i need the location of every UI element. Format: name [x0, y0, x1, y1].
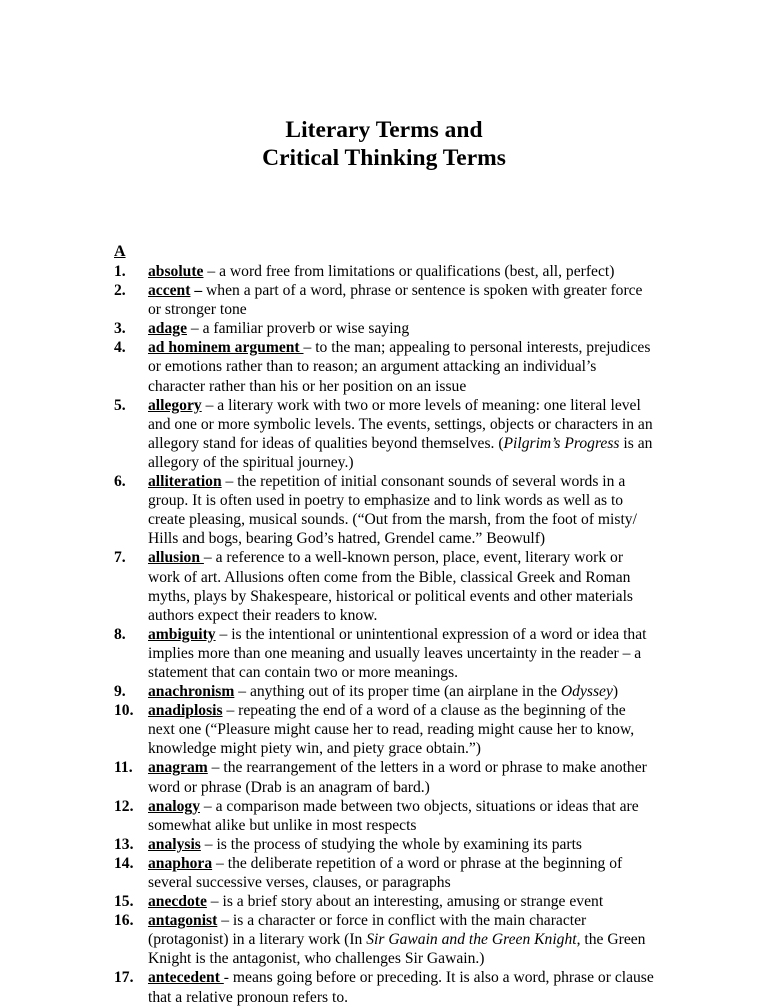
title-line-1: Literary Terms and — [285, 117, 483, 143]
term-name: absolute — [148, 263, 204, 280]
item-number: 9. — [114, 683, 126, 701]
term-definition-tail: is an allegory of the spiritual journey.) — [148, 434, 653, 471]
term-name: adage — [148, 320, 187, 338]
list-item — [114, 892, 654, 911]
term-definition: to the man; appealing to personal interests, prejudices or emotions rather than to reason; an argument attacking an individual’s character rather than his or her position on an issue — [148, 339, 651, 395]
term-separator: – — [200, 797, 216, 815]
list-item — [114, 281, 654, 319]
term-definition: is the process of studying the whole by examining its parts — [216, 835, 583, 853]
term-name: antagonist — [148, 912, 218, 930]
section-heading: A — [114, 243, 126, 260]
term-definition: is a brief story about an interesting, amusing or strange event — [222, 893, 604, 911]
page-title — [0, 116, 768, 172]
item-number: 17. — [114, 969, 134, 987]
item-number: 12. — [114, 797, 134, 815]
term-definition: repeating the end of a word of a clause as the beginning of the next one (“Pleasure might cause her to read, reading might cause her to know, knowledge might piety win, and piety grace obtain.”) — [148, 702, 635, 758]
list-item — [114, 835, 654, 854]
term-name: allusion — [148, 549, 204, 567]
term-separator: – — [206, 893, 223, 911]
term-name: ad hominem argument — [148, 339, 304, 357]
term-definition: means going before or preceding. It is also a word, phrase or clause that a relative pronoun refers to. — [148, 969, 654, 1006]
list-item — [114, 701, 654, 758]
item-number: 16. — [114, 912, 134, 930]
term-definition: is a character or force in conflict with the main character (protagonist) in a literary work (In — [148, 912, 587, 949]
item-number: 4. — [114, 339, 126, 357]
term-name: analogy — [148, 797, 200, 815]
term-separator: – — [200, 835, 217, 853]
item-number: 14. — [114, 854, 134, 872]
term-definition: when a part of a word, phrase or sentence is spoken with greater force or stronger tone — [148, 282, 643, 319]
list-item — [114, 854, 654, 892]
term-definition-tail: ) — [612, 683, 619, 701]
term-name: anagram — [148, 759, 208, 777]
term-separator: – — [186, 320, 203, 338]
list-item — [114, 396, 654, 472]
term-separator: – — [222, 702, 239, 720]
item-number: 15. — [114, 893, 134, 911]
item-number: 10. — [114, 702, 134, 720]
list-item — [114, 472, 654, 548]
list-item — [114, 548, 654, 624]
term-name: allegory — [148, 396, 202, 414]
term-definition: anything out of its proper time (an airplane in the — [249, 683, 561, 701]
item-number: 2. — [114, 282, 126, 300]
term-separator: – — [190, 282, 207, 300]
item-number: 3. — [114, 320, 126, 338]
item-number: 13. — [114, 835, 134, 853]
term-separator: – — [212, 854, 228, 872]
term-definition-title: Odyssey — [560, 683, 613, 701]
title-line-2: Critical Thinking Terms — [262, 145, 506, 171]
term-definition: the repetition of initial consonant sounds of several words in a group. It is often used in poetry to emphasize and to link words as well as to create pleasing, musical sounds. (“Out from the marsh, from the foot of misty/ Hills and bogs, bearing God’s hatred, Grendel came.” Beowulf) — [148, 473, 637, 548]
list-item — [114, 319, 654, 338]
list-item — [114, 625, 654, 682]
term-separator: – — [234, 683, 250, 701]
list-item — [114, 797, 654, 835]
term-separator: – — [203, 549, 216, 567]
term-definition-title: Pilgrim’s Progress — [503, 434, 620, 452]
item-number: 8. — [114, 625, 126, 643]
item-number: 7. — [114, 549, 126, 567]
term-definition: the deliberate repetition of a word or phrase at the beginning of several successive verses, clauses, or paragraphs — [148, 854, 623, 891]
term-separator: - — [223, 969, 233, 987]
list-item — [114, 682, 654, 701]
term-separator: – — [201, 396, 218, 414]
term-name: accent — [148, 282, 191, 300]
term-definition: is the intentional or unintentional expression of a word or idea that implies more than one meaning and usually leaves uncertainty in the reader – a statement that can contain two or more meanings. — [148, 625, 647, 681]
term-separator: – — [215, 625, 232, 643]
term-separator: – — [221, 473, 238, 491]
item-number: 6. — [114, 473, 126, 491]
term-name: anecdote — [148, 893, 207, 911]
term-definition: a familiar proverb or wise saying — [202, 320, 410, 338]
list-item — [114, 338, 654, 395]
term-name: alliteration — [148, 473, 222, 491]
term-separator: – — [217, 912, 233, 930]
term-name: analysis — [148, 835, 201, 853]
term-name: anachronism — [148, 683, 235, 701]
term-definition: a comparison made between two objects, situations or ideas that are somewhat alike but unlike in most respects — [148, 797, 639, 834]
terms-list — [114, 262, 654, 1007]
list-item — [114, 758, 654, 796]
term-definition-tail: , the Green Knight is the antagonist, who challenges Sir Gawain.) — [148, 931, 646, 968]
term-name: anaphora — [148, 854, 213, 872]
list-item — [114, 911, 654, 968]
term-separator: – — [303, 339, 316, 357]
term-definition: a reference to a well-known person, place, event, literary work or work of art. Allusions often come from the Bible, classical Greek and Roman myths, plays by Shakespeare, historical or political events and other materials authors expect their readers to know. — [148, 549, 634, 624]
list-item — [114, 968, 654, 1006]
item-number: 11. — [114, 759, 133, 777]
term-definition: a literary work with two or more levels of meaning: one literal level and one or more symbolic levels. The events, settings, objects or characters in an allegory stand for ideas of qualities beyond themselves. ( — [148, 396, 653, 452]
term-name: ambiguity — [148, 625, 216, 643]
item-number: 5. — [114, 396, 126, 414]
term-separator: – — [207, 759, 224, 777]
term-definition: the rearrangement of the letters in a word or phrase to make another word or phrase (Drab is an anagram of bard.) — [148, 759, 647, 796]
term-name: anadiplosis — [148, 702, 223, 720]
item-number: 1. — [114, 263, 126, 280]
term-name: antecedent — [148, 969, 224, 987]
term-definition-title: Sir Gawain and the Green Knight — [366, 931, 577, 949]
term-separator: – — [203, 263, 220, 280]
term-definition: a word free from limitations or qualifications (best, all, perfect) — [219, 263, 615, 280]
list-item — [114, 262, 654, 281]
